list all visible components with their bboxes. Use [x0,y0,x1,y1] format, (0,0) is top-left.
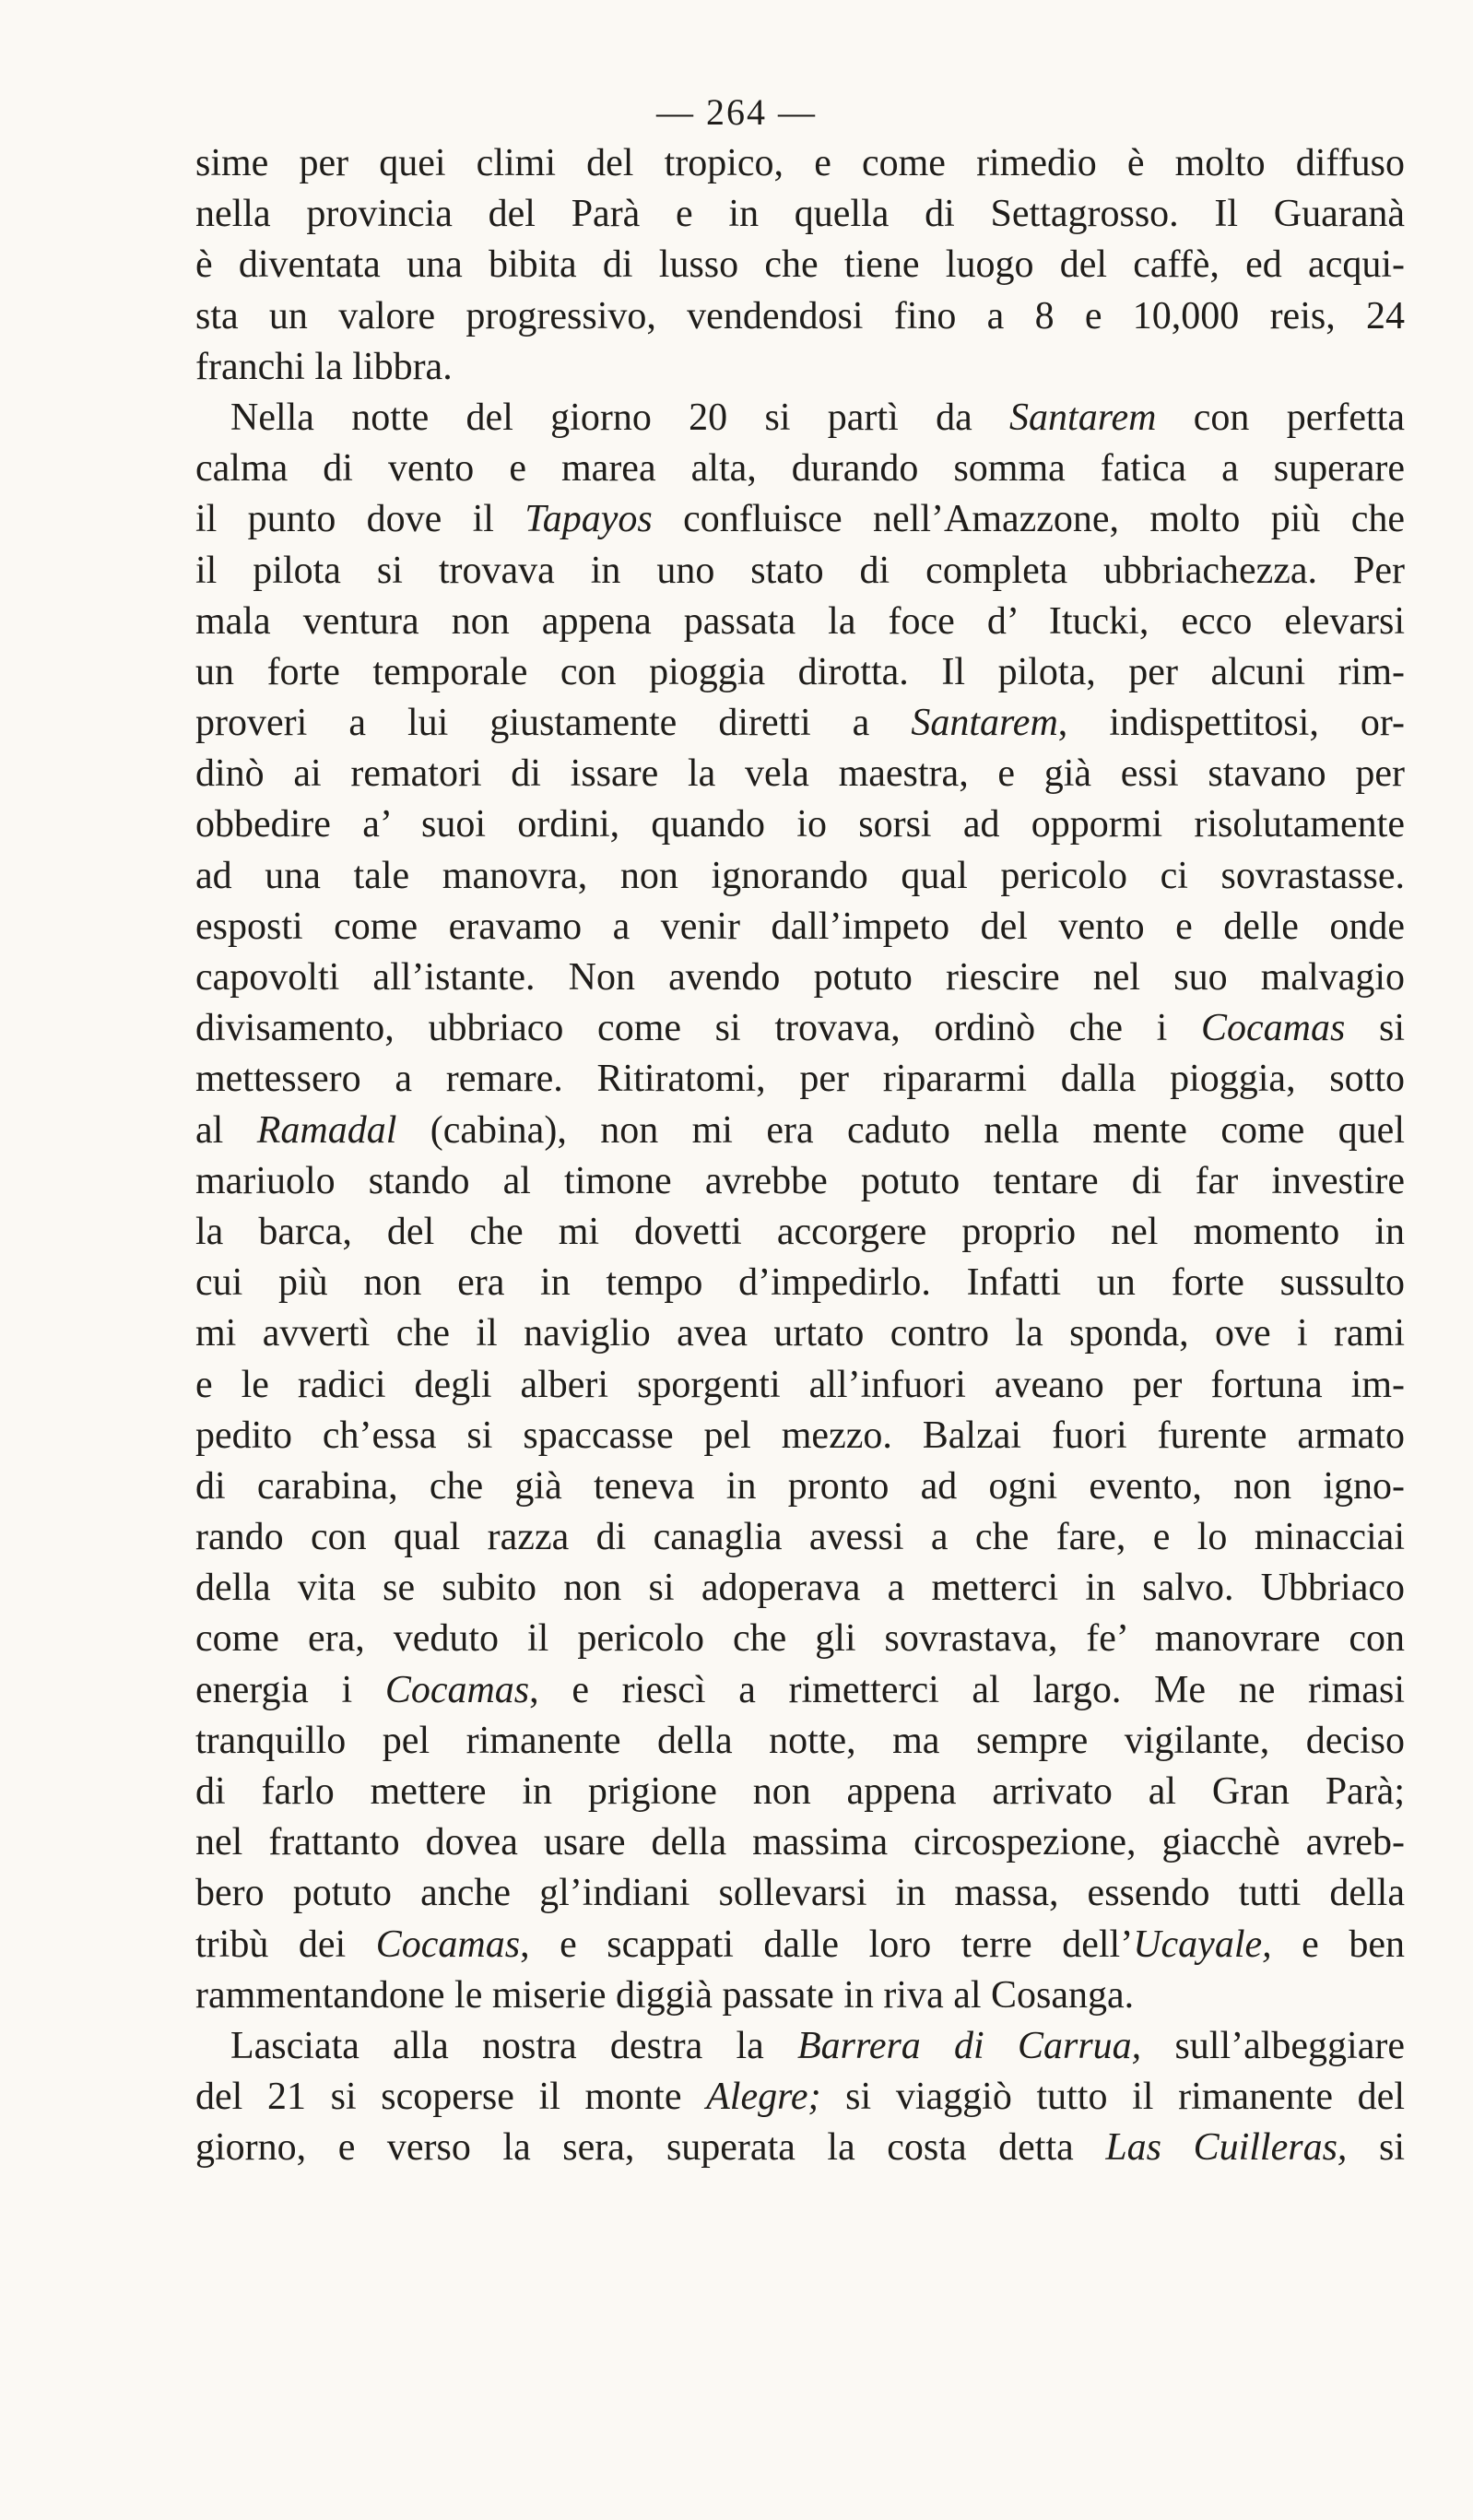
italic-term: Cocamas [384,1668,530,1711]
text-line: energia i Cocamas, e riescì a rimetterci al largo. Me ne rimasi [195,1668,1405,1711]
italic-term: Tapayos [524,498,653,541]
text-line: franchi la libbra. [195,345,453,388]
text-line: bero potuto anche gl’indiani sollevarsi in massa, essendo tutti della [195,1872,1405,1915]
text-line: rammentandone le miserie diggià passate in riva al Cosanga. [195,1973,1135,2017]
text-line: il punto dove il Tapayos confluisce nell’Amazzone, molto più che [195,498,1405,541]
text-line: e le radici degli alberi sporgenti all’infuori aveano per fortuna im- [195,1363,1405,1406]
text-line: giorno, e verso la sera, superata la costa detta Las Cuilleras, si [195,2126,1405,2170]
text-line: come era, veduto il pericolo che gli sovrastava, fe’ manovrare con [195,1617,1405,1661]
text-line: mettessero a remare. Ritiratomi, per ripararmi dalla pioggia, sotto [195,1058,1405,1101]
text-line: sime per quei climi del tropico, e come rimedio è molto diffuso [195,142,1405,184]
italic-term: Barrera di Carrua, [797,2024,1142,2067]
text-line: del 21 si scoperse il monte Alegre; si viaggiò tutto il rimanente del [195,2076,1405,2119]
text-line: di farlo mettere in prigione non appena arrivato al Gran Parà; [195,1770,1405,1813]
text-line: rando con qual razza di canaglia avessi a che fare, e lo minacciai [195,1516,1405,1559]
text-line: nella provincia del Parà e in quella di Settagrosso. Il Guaranà [195,193,1405,236]
text-line: nel frattanto dovea usare della massima circospezione, giacchè avreb- [195,1821,1405,1864]
text-line: ad una tale manovra, non ignorando qual pericolo ci sovrastasse. [195,854,1405,897]
text-line: dinò ai rematori di issare la vela maestra, e già essi stavano per [195,752,1405,796]
text-line: calma di vento e marea alta, durando somma fatica a superare [195,447,1405,491]
text-line: un forte temporale con pioggia dirotta. Il pilota, per alcuni rim- [195,650,1405,693]
italic-term: Santarem [911,702,1058,745]
text-line: la barca, del che mi dovetti accorgere proprio nel momento in [195,1210,1405,1253]
text-line: è diventata una bibita di lusso che tiene luogo del caffè, ed acqui- [195,243,1405,287]
italic-term: Santarem [1009,396,1157,439]
text-line: Lasciata alla nostra destra la Barrera di Carrua, sull’albeggiare [230,2024,1405,2067]
page-number: — 264 — [656,91,817,133]
italic-term: Ramadal [256,1108,397,1152]
italic-term: Las Cuilleras, [1105,2126,1348,2170]
text-line: cui più non era in tempo d’impedirlo. Infatti un forte sussulto [195,1261,1405,1305]
italic-term: Cocamas [1200,1007,1346,1050]
text-line: al Ramadal (cabina), non mi era caduto nella mente come quel [195,1108,1405,1152]
text-line: sta un valore progressivo, vendendosi fino a 8 e 10,000 reis, 24 [195,294,1405,337]
text-line: capovolti all’istante. Non avendo potuto riescire nel suo malvagio [195,956,1405,999]
italic-term: Ucayale, [1133,1923,1272,1966]
text-line: mariuolo stando al timone avrebbe potuto tentare di far investire [195,1159,1405,1202]
text-line: esposti come eravamo a venir dall’impeto del vento e delle onde [195,905,1405,948]
text-line: della vita se subito non si adoperava a metterci in salvo. Ubbriaco [195,1567,1405,1610]
text-line: di carabina, che già teneva in pronto ad ogni evento, non igno- [195,1464,1405,1508]
text-line: tribù dei Cocamas, e scappati dalle loro terre dell’Ucayale, e ben [195,1923,1405,1966]
text-line: obbedire a’ suoi ordini, quando io sorsi ad oppormi risolutamente [195,803,1405,846]
text-line: il pilota si trovava in uno stato di completa ubbriachezza. Per [195,549,1405,592]
text-line: tranquillo pel rimanente della notte, ma sempre vigilante, deciso [195,1719,1405,1762]
italic-term: Cocamas [375,1923,521,1966]
body-text [195,138,1405,2174]
text-line: proveri a lui giustamente diretti a Santarem, indispettitosi, or- [195,702,1405,745]
text-line: mala ventura non appena passata la foce d’ Itucki, ecco elevarsi [195,599,1405,643]
text-line: mi avvertì che il naviglio avea urtato contro la sponda, ove i rami [195,1312,1405,1355]
italic-term: Alegre; [706,2076,821,2119]
text-line: Nella notte del giorno 20 si partì da Santarem con perfetta [230,396,1405,439]
text-line: pedito ch’essa si spaccasse pel mezzo. Balzai fuori furente armato [195,1414,1405,1457]
text-line: divisamento, ubbriaco come si trovava, ordinò che i Cocamas si [195,1007,1405,1050]
